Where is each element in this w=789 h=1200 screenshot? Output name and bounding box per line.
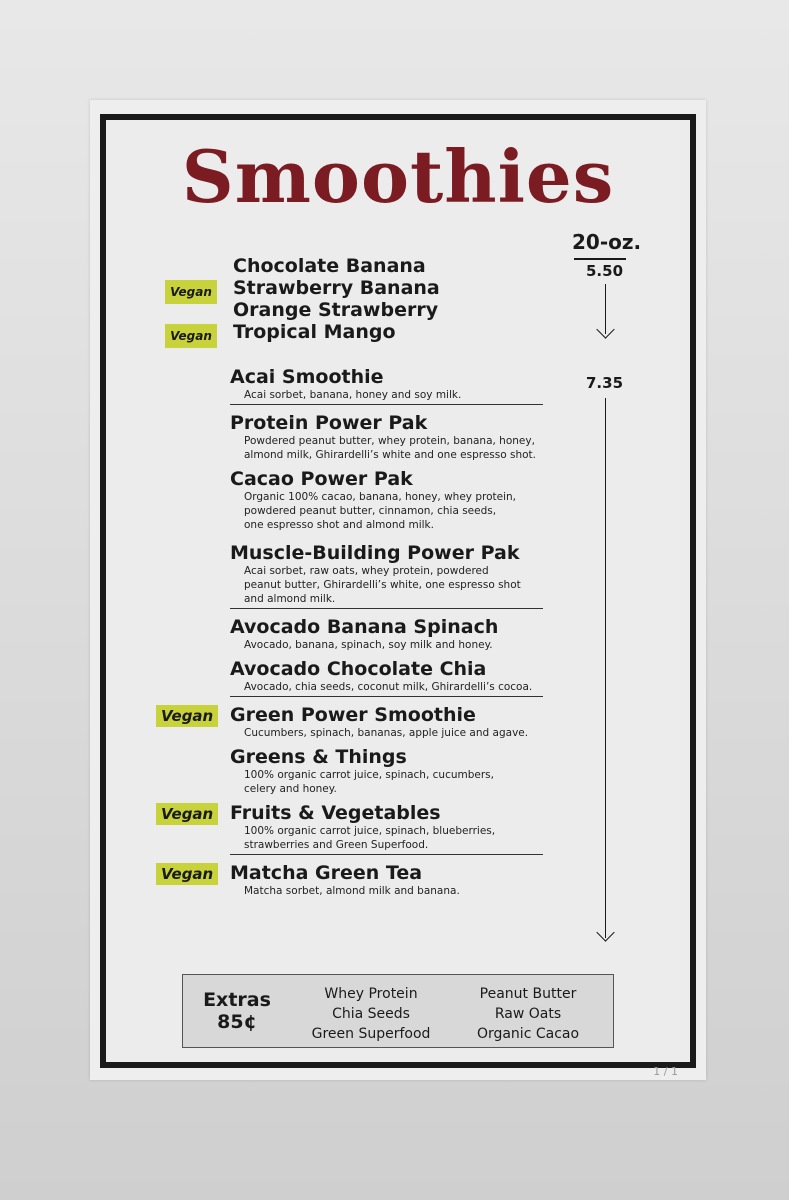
extras-box	[182, 974, 614, 1048]
section-divider	[230, 854, 543, 855]
menu-item	[161, 802, 560, 855]
menu-item-name: Acai Smoothie	[230, 366, 384, 388]
extras-title: Extras	[203, 989, 271, 1011]
menu-item-name: Green Power Smoothie	[230, 704, 476, 726]
simple-item-name: Strawberry Banana	[233, 277, 440, 299]
menu-title: Smoothies	[181, 134, 615, 219]
menu-item-description: Acai sorbet, raw oats, whey protein, powdered peanut butter, Ghirardelli’s white, one espresso shot and almond milk.	[244, 565, 521, 605]
specialty-smoothie-list	[161, 366, 560, 904]
price-simple: 5.50	[586, 262, 624, 280]
menu-item	[230, 468, 560, 532]
menu-item	[230, 542, 560, 609]
menu-page	[90, 100, 706, 1080]
simple-item-name: Orange Strawberry	[233, 299, 439, 321]
menu-frame	[100, 114, 696, 1068]
extras-option: Peanut Butter	[479, 986, 577, 1002]
menu-item-description: 100% organic carrot juice, spinach, cucumbers, celery and honey.	[244, 769, 494, 795]
page-number: 1 / 1	[653, 1065, 678, 1078]
extras-option: Chia Seeds	[332, 1006, 410, 1022]
extras-option: Whey Protein	[324, 986, 418, 1002]
menu-item	[230, 366, 560, 405]
size-underline	[574, 258, 626, 260]
vegan-badge: Vegan	[165, 280, 217, 304]
simple-item	[233, 299, 440, 321]
menu-item-name: Protein Power Pak	[230, 412, 428, 434]
menu-item-description: Matcha sorbet, almond milk and banana.	[244, 885, 460, 897]
menu-item-name: Avocado Banana Spinach	[230, 616, 499, 638]
menu-item-description: Cucumbers, spinach, bananas, apple juice and agave.	[244, 727, 529, 739]
simple-smoothie-list	[170, 255, 440, 343]
menu-item-name: Greens & Things	[230, 746, 407, 768]
menu-item-name: Matcha Green Tea	[230, 862, 423, 884]
menu-item	[230, 746, 560, 796]
extras-heading	[201, 989, 273, 1033]
menu-item-name: Avocado Chocolate Chia	[230, 658, 487, 680]
arrow-line-specialty	[605, 398, 606, 938]
menu-item-description: Organic 100% cacao, banana, honey, whey protein, powdered peanut butter, cinnamon, chia seeds, one espresso shot and almond milk.	[244, 491, 517, 531]
menu-item-description: Avocado, chia seeds, coconut milk, Ghirardelli’s cocoa.	[244, 681, 533, 693]
menu-item-description: Powdered peanut butter, whey protein, banana, honey, almond milk, Ghirardelli’s white and one espresso shot.	[244, 435, 536, 461]
menu-item-description: Avocado, banana, spinach, soy milk and honey.	[244, 639, 493, 651]
vegan-badge: Vegan	[156, 803, 218, 825]
simple-item-name: Chocolate Banana	[233, 255, 426, 277]
menu-item-name: Cacao Power Pak	[230, 468, 413, 490]
menu-item	[161, 862, 560, 898]
extras-column-2	[458, 984, 598, 1044]
section-divider	[230, 404, 543, 405]
simple-item	[170, 321, 440, 343]
extras-option: Organic Cacao	[476, 1026, 580, 1042]
menu-item	[230, 616, 560, 652]
extras-option: Raw Oats	[494, 1006, 562, 1022]
menu-item-description: 100% organic carrot juice, spinach, blueberries, strawberries and Green Superfood.	[244, 825, 496, 851]
section-divider	[230, 608, 543, 609]
vegan-badge: Vegan	[165, 324, 217, 348]
extras-option: Green Superfood	[311, 1026, 431, 1042]
extras-price: 85¢	[217, 1011, 257, 1033]
menu-item-name: Fruits & Vegetables	[230, 802, 441, 824]
menu-item-description: Acai sorbet, banana, honey and soy milk.	[244, 389, 462, 401]
price-specialty: 7.35	[586, 374, 624, 392]
simple-item-name: Tropical Mango	[233, 321, 396, 343]
size-label: 20-oz.	[572, 230, 642, 254]
menu-item-name: Muscle-Building Power Pak	[230, 542, 520, 564]
simple-item	[170, 277, 440, 299]
simple-item	[233, 255, 440, 277]
vegan-badge: Vegan	[156, 863, 218, 885]
vegan-badge: Vegan	[156, 705, 218, 727]
extras-column-1	[301, 984, 441, 1044]
menu-item	[230, 658, 560, 697]
arrow-down-icon	[596, 923, 614, 941]
menu-item	[230, 412, 560, 462]
menu-item	[161, 704, 560, 740]
arrow-down-icon	[596, 320, 614, 338]
section-divider	[230, 696, 543, 697]
